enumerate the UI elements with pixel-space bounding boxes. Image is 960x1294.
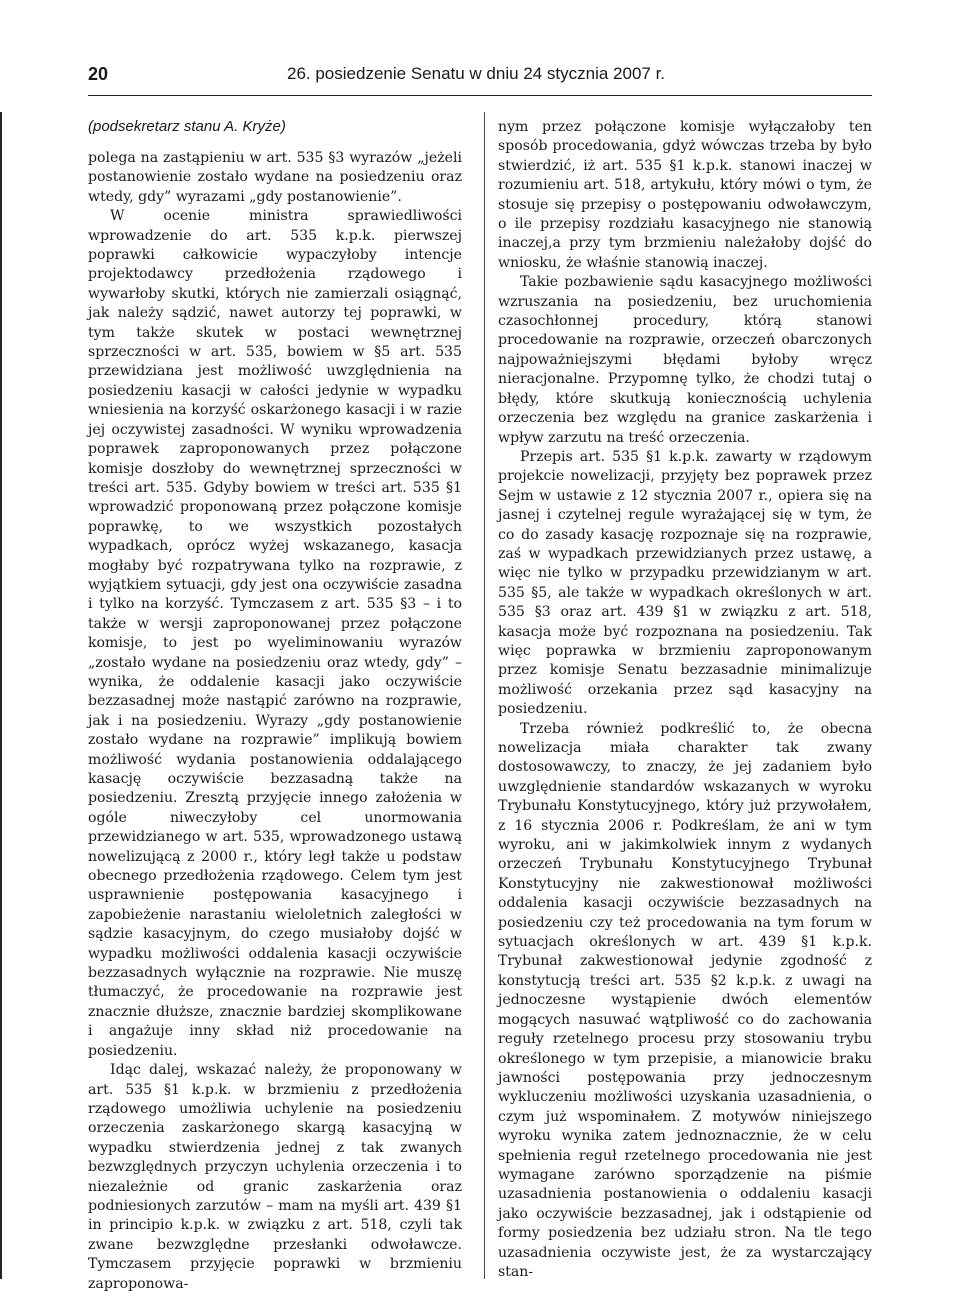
paragraph: nym przez połączone komisje wyłączałoby ten sposób procedowania, gdyż wówczas trzeba by było stwierdzić, iż art. 535 §1 k.p.k. stanowi inaczej w rozumieniu art. 518, artykułu, który mówi o tym, że stosuje się przepisy o postępowaniu odwoławczym, o ile przepisy rozdziału kasacyjnego nie stanowią inaczej,a przy tym brzmieniu należałoby dojść do wniosku, że właśnie stanowią inaczej. (498, 119, 872, 271)
column-divider (484, 112, 485, 1279)
paragraph: Idąc dalej, wskazać należy, że proponowany w art. 535 §1 k.p.k. w brzmieniu z przedłożenia rządowego umożliwia uchylenie na posiedzeniu orzeczenia zaskarżonego skargą kasacyjną w wypadku stwierdzenia jednej z tak zwanych bezwzględnych przyczyn uchylenia orzeczenia i to niezależnie od granic zaskarżenia oraz podniesionych zarzutów – mam na myśli art. 439 §1 in principio k.p.k. w związku z art. 518, czyli tak zwane bezwzględne przesłanki odwoławcze. Tymczasem przyjęcie poprawki w brzmieniu zaproponowa- (88, 1062, 462, 1292)
paragraph: Trzeba również podkreślić to, że obecna nowelizacja miała charakter tak zwany dostosowawczy, to znaczy, że jej zadaniem było uwzględnienie standardów wskazanych w wyroku Trybunału Konstytucyjnego, który już przywołałem, z 16 stycznia 2006 r. Podkreślam, że ani w tym wyroku, ani w jakimkolwiek innym z wydanych orzeczeń Trybunału Konstytucyjnego Trybunał Konstytucyjny nie zakwestionował możliwości oddalenia kasacji oczywiście bezzasadnych na posiedzeniu czy też procedowania na tym forum w sytuacjach określonych w art. 439 §1 k.p.k. Trybunał zakwestionował jedynie zgodność z konstytucją treści art. 535 §2 k.p.k. z uwagi na jednoczesne wystąpienie dwóch elementów mogących nasuwać wątpliwość co do zachowania reguły rzetelnego procesu przy stosowaniu trybu określonego w tym przepisie, a mianowicie braku jawności postępowania przy jednoczesnym wykluczeniu możliwości uzyskania uzasadnienia, o czym już wspominałem. Z motywów niniejszego wyroku wynika zatem jednoznacznie, że w celu spełnienia reguł rzetelnego procedowania nie jest wymagane zarówno sporządzenie na piśmie uzasadnienia postanowienia o oddaleniu kasacji jako oczywiście bezzasadnej, jak i odstąpienie od formy posiedzenia bez udziału stron. Na tle tego uzasadnienia oczywiste jest, że za wystarczający stan- (498, 720, 872, 1280)
running-title: 26. posiedzenie Senatu w dniu 24 stycznia 2007 r. (287, 64, 666, 83)
page-number: 20 (88, 64, 109, 84)
right-column (498, 118, 872, 1282)
paragraph: polega na zastąpieniu w art. 535 §3 wyrazów „jeżeli postanowienie zostało wydane na posiedzeniu oraz wtedy, gdy” wyrazami „gdy postanowienie”. (88, 150, 462, 205)
page-header (88, 64, 872, 92)
speaker-note: (podsekretarz stanu A. Kryże) (88, 118, 286, 135)
left-column (88, 149, 462, 1294)
paragraph: W ocenie ministra sprawiedliwości wprowadzenie do art. 535 k.p.k. pierwszej poprawki całkowicie wypaczyłoby intencje projektodawcy przedłożenia rządowego i wywarłoby skutki, których nie zamierzali osiągnąć, jak należy sądzić, nawet autorzy tej poprawki, w tym także skutek w postaci wewnętrznej sprzeczności w art. 535, bowiem w §5 art. 535 przewidziana jest możliwość uwzględnienia na posiedzeniu kasacji w całości jedynie w wypadku wniesienia na korzyść oskarżonego kasacji i w razie jej oczywistej zasadności. W wyniku wprowadzenia poprawek zaproponowanych przez połączone komisje doszłoby do wewnętrznej sprzeczności w treści art. 535. Gdyby bowiem w treści art. 535 §1 wprowadzić proponowaną przez połączone komisje poprawkę, to we wszystkich pozostałych wypadkach, oprócz wyżej wskazanego, kasacja mogłaby być rozpatrywana tylko na rozprawie, z wyjątkiem sytuacji, gdy jest ona oczywiście zasadna i tylko na korzyść. Tymczasem z art. 535 §3 – i to także w wersji zaproponowanej przez połączone komisje, to jest po wyeliminowaniu wyrazów „zostało wydane na posiedzeniu oraz wtedy, gdy” – wynika, że oddalenie kasacji jako oczywiście bezzasadnej może nastąpić zarówno na rozprawie, jak i na posiedzeniu. Wyrazy „gdy postanowienie zostało wydane na rozprawie” implikują bowiem możliwość wydania postanowienia oddalającego kasację oczywiście bezzasadną także na posiedzeniu. Zresztą przyjęcie innego założenia w ogóle niweczyłoby cel unormowania przewidzianego w art. 535, wprowadzonego ustawą nowelizującą z 2000 r., który legł także u podstaw obecnego przedłożenia rządowego. Celem tym jest usprawnienie postępowania kasacyjnego i zapobieżenie narastaniu wieloletnich zaległości w sądzie kasacyjnym, do czego musiałoby dojść w wypadku możliwości oddalenia kasacji oczywiście bezzasadnych wyłącznie na rozprawie. Nie muszę tłumaczyć, że procedowanie na rozprawie jest znacznie dłuższe, znacznie bardziej skomplikowane i angażuje inny skład niż procedowanie na posiedzeniu. (88, 208, 462, 1059)
paragraph: Przepis art. 535 §1 k.p.k. zawarty w rządowym projekcie nowelizacji, przyjęty bez poprawek przez Sejm w ustawie z 12 stycznia 2007 r., opiera się na jasnej i czytelnej regule wyrażającej się w tym, że co do zasady kasację rozpoznaje się na rozprawie, zaś w wypadkach przewidzianych przez ustawę, a więc nie tylko w przypadku przewidzianym w art. 535 §5, ale także w wypadkach określonych w art. 535 §3 oraz art. 439 §1 w związku z art. 518, kasacja może być rozpoznana na posiedzeniu. Tak więc poprawka w brzmieniu zaproponowanym przez komisje Senatu bezzasadnie minimalizuje możliwość orzekania przez sąd kasacyjny na posiedzeniu. (498, 448, 872, 718)
header-rule (88, 95, 872, 96)
page-edge-bar (0, 112, 2, 1279)
paragraph: Takie pozbawienie sądu kasacyjnego możliwości wzruszania na posiedzeniu, bez uruchomienia czasochłonnej procedury, którą stanowi procedowanie na rozprawie, orzeczeń obarczonych najpoważniejszymi błędami byłoby wręcz nieracjonalne. Przypomnę tylko, że chodzi tutaj o błędy, które skutkują koniecznością uchylenia orzeczenia bez względu na granice zaskarżenia i wpływ zarzutu na treść orzeczenia. (498, 274, 872, 446)
